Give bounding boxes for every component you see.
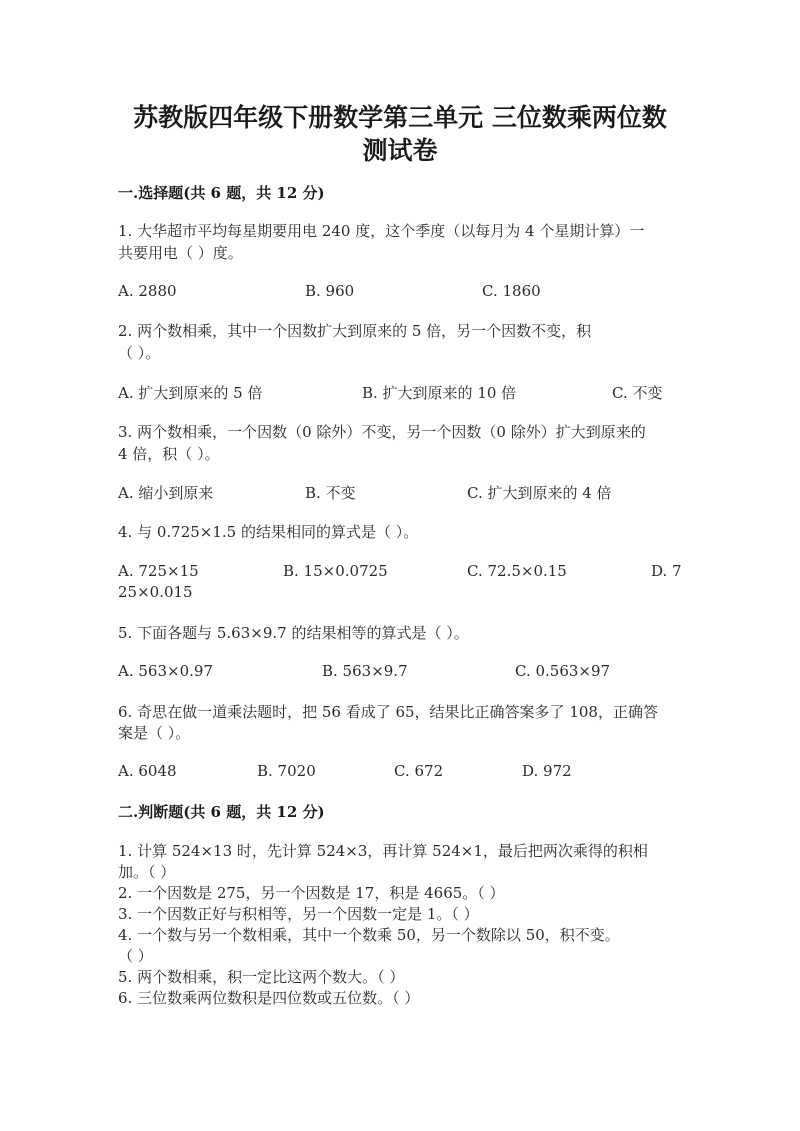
judgement-line-3: 2. 一个因数是 275，另一个因数是 17，积是 4665。（ ）	[118, 884, 505, 902]
question-4-option-b: B. 15×0.0725	[283, 562, 388, 580]
question-1-option-a: A. 2880	[118, 282, 177, 300]
question-1-line-1: 1. 大华超市平均每星期要用电 240 度，这个季度（以每月为 4 个星期计算）一	[118, 222, 645, 240]
judgement-line-8: 6. 三位数乘两位数积是四位数或五位数。（ ）	[118, 989, 420, 1007]
question-6-option-a: A. 6048	[118, 762, 177, 780]
question-4-option-a: A. 725×15	[118, 562, 199, 580]
question-6-line-1: 6. 奇思在做一道乘法题时，把 56 看成了 65，结果比正确答案多了 108，正确答	[118, 703, 658, 721]
question-3-line-2: 4 倍，积（ ）。	[118, 445, 220, 463]
judgement-line-2: 加。（ ）	[118, 863, 176, 881]
question-4-line-1: 4. 与 0.725×1.5 的结果相同的算式是（ ）。	[118, 523, 419, 541]
question-3-option-b: B. 不变	[305, 484, 356, 502]
section-heading-choice: 一.选择题(共 6 题，共 12 分)	[118, 184, 325, 202]
judgement-line-7: 5. 两个数相乘，积一定比这两个数大。（ ）	[118, 968, 405, 986]
question-6-option-c: C. 672	[394, 762, 444, 780]
question-5-option-c: C. 0.563×97	[515, 662, 611, 680]
page-title-line2: 测试卷	[362, 136, 438, 165]
question-4-option-d-continued: 25×0.015	[118, 583, 193, 601]
question-2-option-c: C. 不变	[612, 384, 663, 402]
question-2-line-2: （ ）。	[118, 344, 161, 362]
question-3-option-c: C. 扩大到原来的 4 倍	[467, 484, 612, 502]
question-1-option-c: C. 1860	[482, 282, 541, 300]
question-2-option-b: B. 扩大到原来的 10 倍	[362, 384, 517, 402]
question-5-line-1: 5. 下面各题与 5.63×9.7 的结果相等的算式是（ ）。	[118, 624, 469, 642]
question-2-option-a: A. 扩大到原来的 5 倍	[118, 384, 263, 402]
judgement-line-1: 1. 计算 524×13 时，先计算 524×3，再计算 524×1，最后把两次乘得的积相	[118, 842, 648, 860]
question-4-option-d: D. 7	[651, 562, 682, 580]
question-6-option-b: B. 7020	[257, 762, 316, 780]
question-1-line-2: 共要用电（ ）度。	[118, 244, 243, 262]
question-1-option-b: B. 960	[305, 282, 355, 300]
question-2-line-1: 2. 两个数相乘，其中一个因数扩大到原来的 5 倍，另一个因数不变，积	[118, 322, 592, 340]
question-3-line-1: 3. 两个数相乘，一个因数（0 除外）不变，另一个因数（0 除外）扩大到原来的	[118, 423, 646, 441]
question-5-option-a: A. 563×0.97	[118, 662, 213, 680]
question-5-option-b: B. 563×9.7	[322, 662, 408, 680]
section-heading-judgement: 二.判断题(共 6 题，共 12 分)	[118, 803, 325, 821]
judgement-line-6: （ ）	[118, 947, 153, 965]
question-6-line-2: 案是（ ）。	[118, 724, 191, 742]
question-4-option-c: C. 72.5×0.15	[467, 562, 567, 580]
judgement-line-4: 3. 一个因数正好与积相等，另一个因数一定是 1。（ ）	[118, 905, 479, 923]
page-title: 苏教版四年级下册数学第三单元 三位数乘两位数	[133, 103, 667, 132]
judgement-line-5: 4. 一个数与另一个数相乘，其中一个数乘 50，另一个数除以 50，积不变。	[118, 926, 620, 944]
question-6-option-d: D. 972	[522, 762, 572, 780]
question-3-option-a: A. 缩小到原来	[118, 484, 214, 502]
